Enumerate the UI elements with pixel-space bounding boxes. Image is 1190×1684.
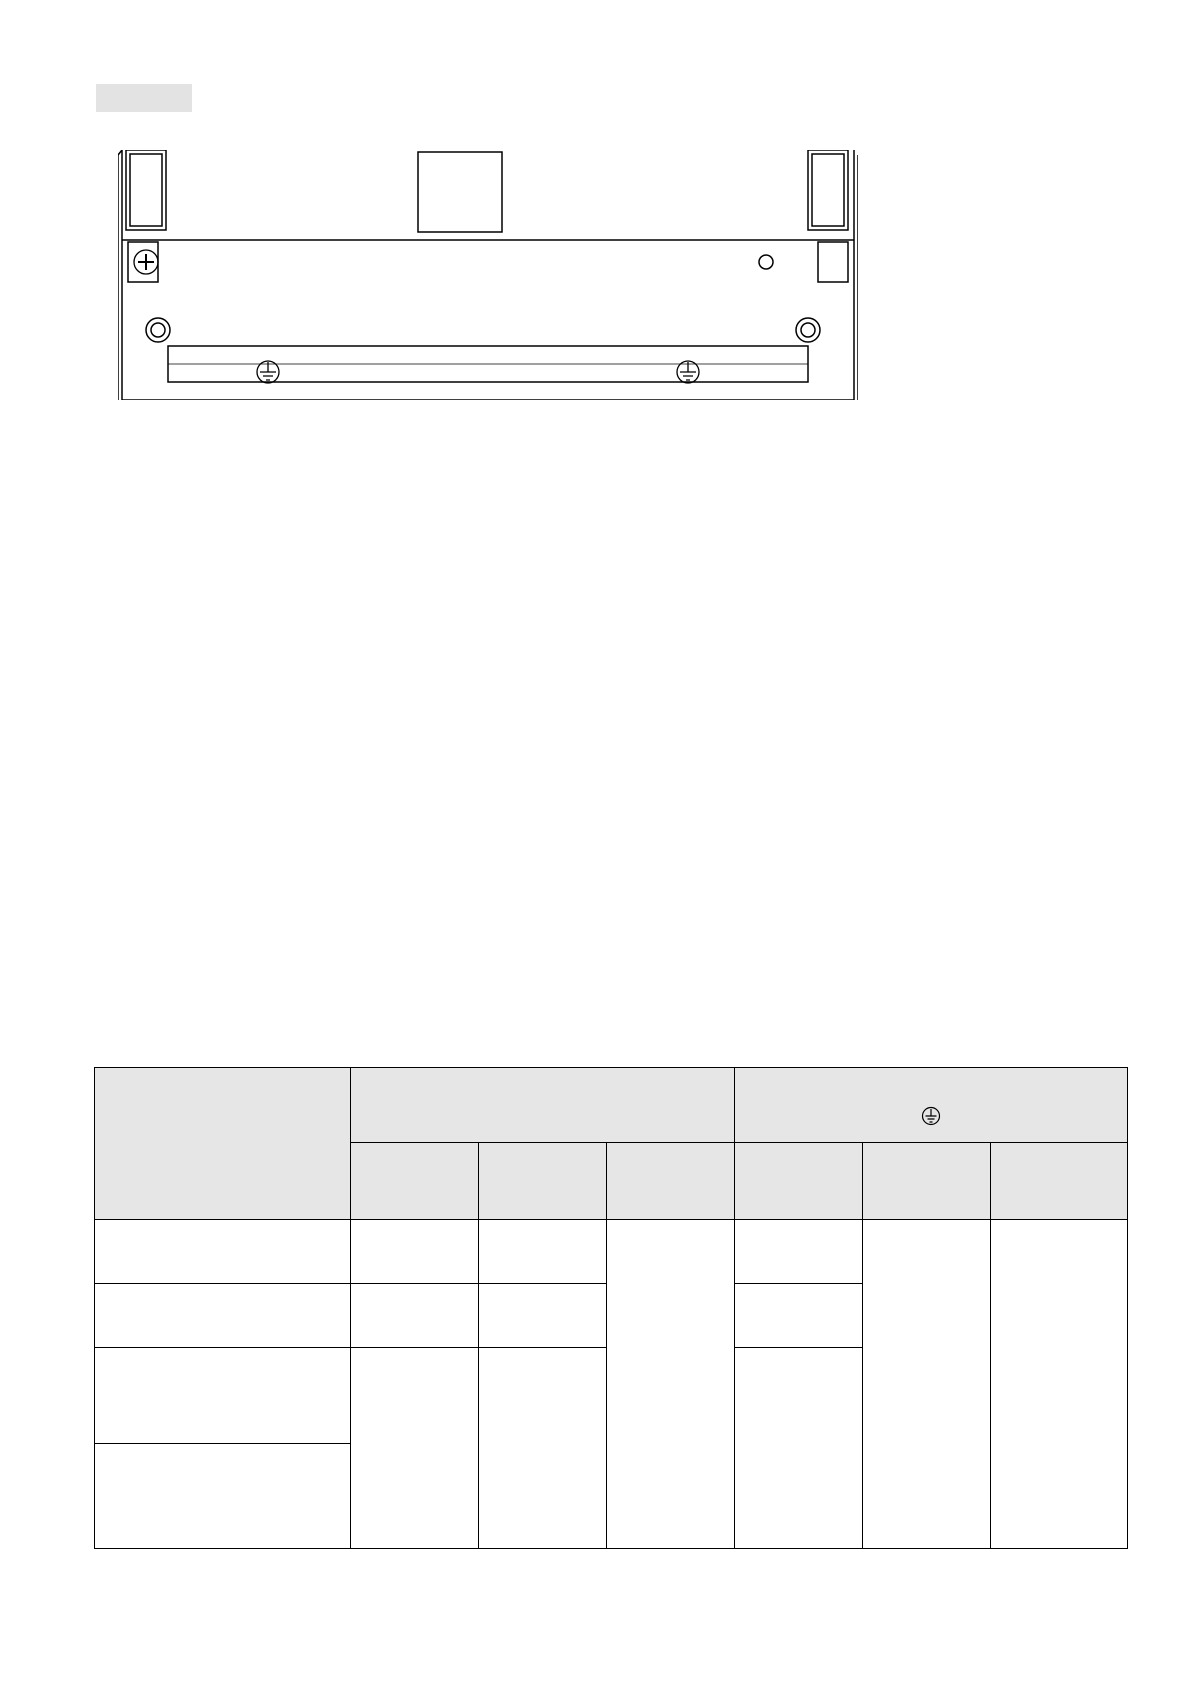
table-cell [735,1284,863,1348]
table-cell [351,1348,479,1549]
header-sub-2 [479,1143,607,1220]
ground-icon [257,361,279,383]
terminal-block-diagram [118,150,858,400]
table-row-model [95,1220,351,1284]
wiring-spec-table [94,1067,1128,1549]
section-tab [96,84,192,112]
table-cell [735,1348,863,1549]
ground-icon [921,1106,941,1126]
table-row-model [95,1444,351,1549]
header-sub-6 [991,1143,1128,1220]
header-sub-5 [863,1143,991,1220]
table-row-model [95,1284,351,1348]
header-model [95,1068,351,1220]
header-sub-3 [607,1143,735,1220]
table-cell [351,1220,479,1284]
table-cell [351,1284,479,1348]
table-cell [479,1348,607,1549]
table-cell [863,1220,991,1549]
table-cell [479,1220,607,1284]
table-cell [479,1284,607,1348]
header-ground [735,1068,1128,1143]
table-row-model [95,1348,351,1444]
ground-icon [677,361,699,383]
table-cell [991,1220,1128,1549]
ground-screw-icon [134,250,158,274]
header-sub-4 [735,1143,863,1220]
table-cell [735,1220,863,1284]
header-main-circuit [351,1068,735,1143]
header-sub-1 [351,1143,479,1220]
table-cell [607,1220,735,1549]
